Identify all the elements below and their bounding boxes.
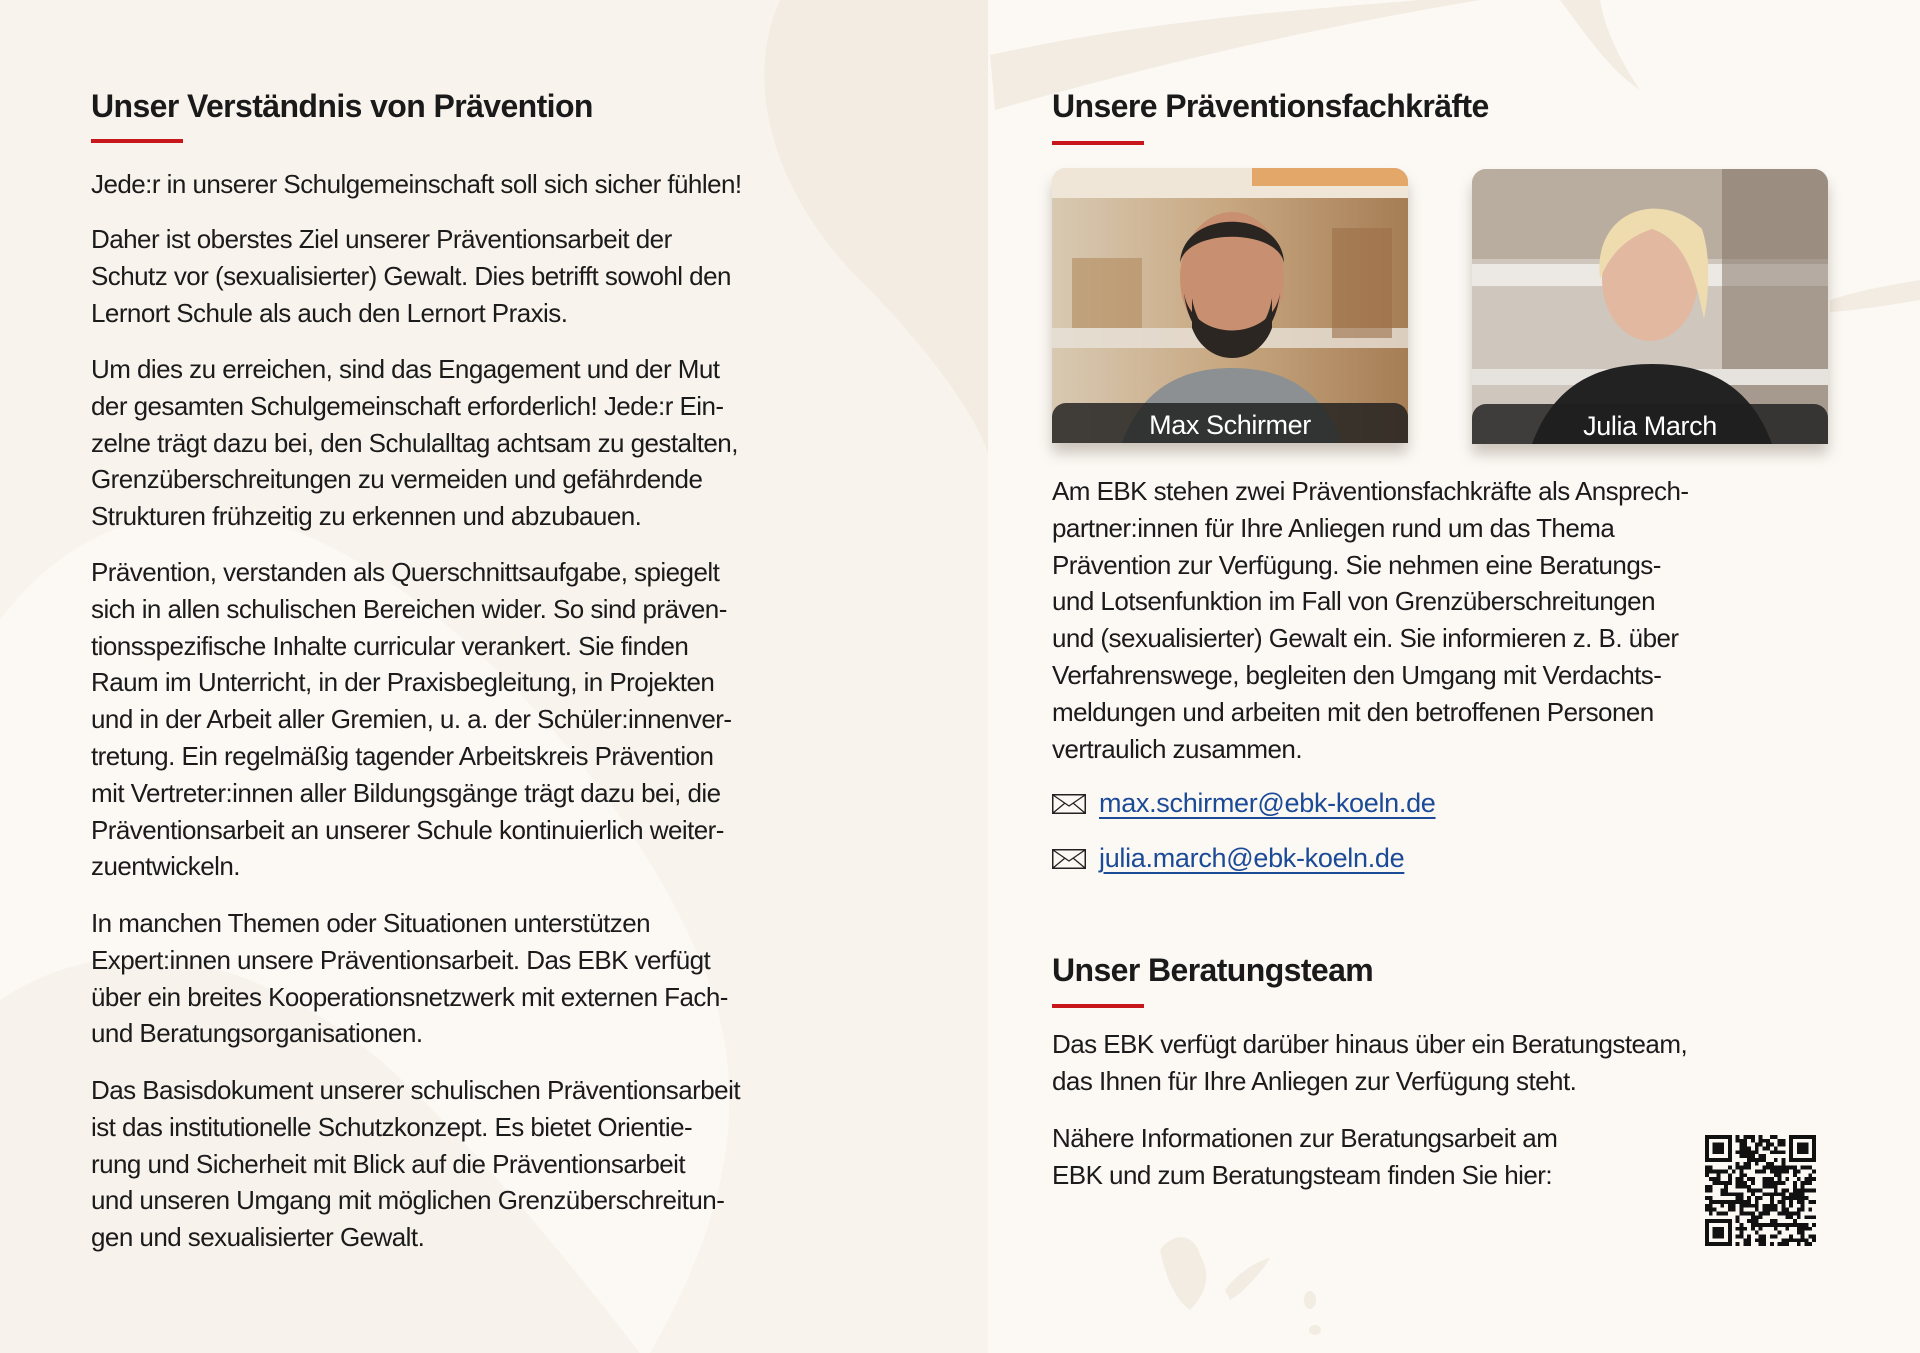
text-line: sich in allen schulischen Bereichen wider. So sind präven-	[91, 593, 727, 624]
photo-julia-march	[1472, 169, 1828, 444]
text-line: der gesamten Schulgemeinschaft erforderlich! Jede:r Ein-	[91, 390, 724, 421]
text-line: Verfahrenswege, begleiten den Umgang mit Verdachts-	[1052, 659, 1662, 690]
text-line: Grenzüberschreitungen zu vermeiden und gefährdende	[91, 464, 703, 495]
text-line: Präventionsarbeit an unserer Schule kontinuierlich weiter-	[91, 814, 724, 845]
counseling-team-description	[1052, 1026, 1687, 1100]
text-line: Raum im Unterricht, in der Praxisbegleitung, in Projekten	[91, 667, 715, 698]
text-line: rung und Sicherheit mit Blick auf die Präventionsarbeit	[91, 1148, 686, 1179]
text-line: Das Basisdokument unserer schulischen Präventionsarbeit	[91, 1075, 740, 1105]
text-line: Um dies zu erreichen, sind das Engagement und der Mut	[91, 354, 720, 384]
text-line: Lernort Schule als auch den Lernort Praxis.	[91, 297, 568, 328]
text-line: Am EBK stehen zwei Präventionsfachkräfte als Ansprech-	[1052, 476, 1689, 506]
text-line: vertraulich zusammen.	[1052, 733, 1302, 764]
envelope-icon	[1052, 849, 1086, 869]
body-paragraph	[91, 166, 742, 203]
text-line: Nähere Informationen zur Beratungsarbeit am	[1052, 1123, 1558, 1153]
body-paragraph	[91, 554, 731, 885]
text-line: und in der Arbeit aller Gremien, u. a. der Schüler:innenver-	[91, 704, 732, 735]
portrait-photo	[1472, 169, 1828, 444]
envelope-icon	[1052, 794, 1086, 814]
heading-accent-rule	[91, 139, 183, 143]
body-paragraph	[91, 221, 731, 331]
text-line: und Beratungsorganisationen.	[91, 1018, 423, 1049]
section-heading-counseling-team: Unser Beratungsteam	[1052, 952, 1374, 988]
body-paragraph	[91, 1072, 740, 1256]
text-line: zelne trägt dazu bei, den Schulalltag achtsam zu gestalten,	[91, 427, 738, 458]
right-bottom-dot	[1304, 1291, 1316, 1309]
text-line: EBK und zum Beratungsteam finden Sie hier:	[1052, 1159, 1553, 1190]
body-paragraph	[91, 905, 728, 1052]
text-line: gen und sexualisierter Gewalt.	[91, 1222, 425, 1253]
section-heading-prevention-understanding: Unser Verständnis von Prävention	[91, 88, 593, 124]
body-paragraph	[91, 351, 738, 535]
heading-accent-rule	[1052, 141, 1144, 145]
text-line: das Ihnen für Ihre Anliegen zur Verfügung steht.	[1052, 1065, 1577, 1096]
text-line: über ein breites Kooperationsnetzwerk mit externen Fach-	[91, 981, 728, 1012]
email-link-julia-march[interactable]: julia.march@ebk-koeln.de	[1099, 843, 1405, 873]
text-line: ist das institutionelle Schutzkonzept. Es bietet Orientie-	[91, 1111, 693, 1142]
text-line: In manchen Themen oder Situationen unterstützen	[91, 908, 651, 938]
text-line: Expert:innen unsere Präventionsarbeit. Das EBK verfügt	[91, 944, 711, 975]
name-label: Max Schirmer	[1052, 403, 1408, 443]
text-line: Strukturen frühzeitig zu erkennen und abzubauen.	[91, 501, 642, 532]
text-line: Jede:r in unserer Schulgemeinschaft soll sich sicher fühlen!	[91, 169, 742, 199]
email-row-max	[1052, 788, 1436, 819]
text-line: tionsspezifische Inhalte curricular verankert. Sie finden	[91, 630, 689, 661]
right-bottom-dot-2	[1309, 1325, 1321, 1335]
text-line: partner:innen für Ihre Anliegen rund um das Thema	[1052, 512, 1615, 543]
text-line: Prävention zur Verfügung. Sie nehmen eine Beratungs-	[1052, 549, 1661, 580]
counseling-team-more-info	[1052, 1120, 1557, 1194]
qr-code-icon[interactable]	[1705, 1135, 1816, 1246]
text-line: meldungen und arbeiten mit den betroffenen Personen	[1052, 696, 1654, 727]
portrait-photo	[1052, 168, 1408, 443]
text-line: Schutz vor (sexualisierter) Gewalt. Dies betrifft sowohl den	[91, 260, 731, 291]
heading-accent-rule	[1052, 1004, 1144, 1008]
section-heading-prevention-staff: Unsere Präventionsfachkräfte	[1052, 88, 1489, 124]
text-line: Prävention, verstanden als Querschnittsaufgabe, spiegelt	[91, 557, 720, 587]
text-line: und unseren Umgang mit möglichen Grenzüberschreitun-	[91, 1185, 725, 1216]
text-line: und (sexualisierter) Gewalt ein. Sie informieren z. B. über	[1052, 623, 1679, 654]
email-row-julia	[1052, 843, 1404, 874]
text-line: zuentwickeln.	[91, 851, 240, 882]
name-label: Julia March	[1472, 404, 1828, 444]
text-line: tretung. Ein regelmäßig tagender Arbeitskreis Prävention	[91, 740, 714, 771]
text-line: Das EBK verfügt darüber hinaus über ein Beratungsteam,	[1052, 1029, 1688, 1059]
email-link-max-schirmer[interactable]: max.schirmer@ebk-koeln.de	[1099, 788, 1436, 818]
text-line: Daher ist oberstes Ziel unserer Präventionsarbeit der	[91, 224, 672, 254]
text-line: mit Vertreter:innen aller Bildungsgänge trägt dazu bei, die	[91, 777, 721, 808]
text-line: und Lotsenfunktion im Fall von Grenzüberschreitungen	[1052, 586, 1655, 617]
photo-max-schirmer	[1052, 168, 1408, 443]
prevention-staff-description	[1052, 473, 1689, 767]
